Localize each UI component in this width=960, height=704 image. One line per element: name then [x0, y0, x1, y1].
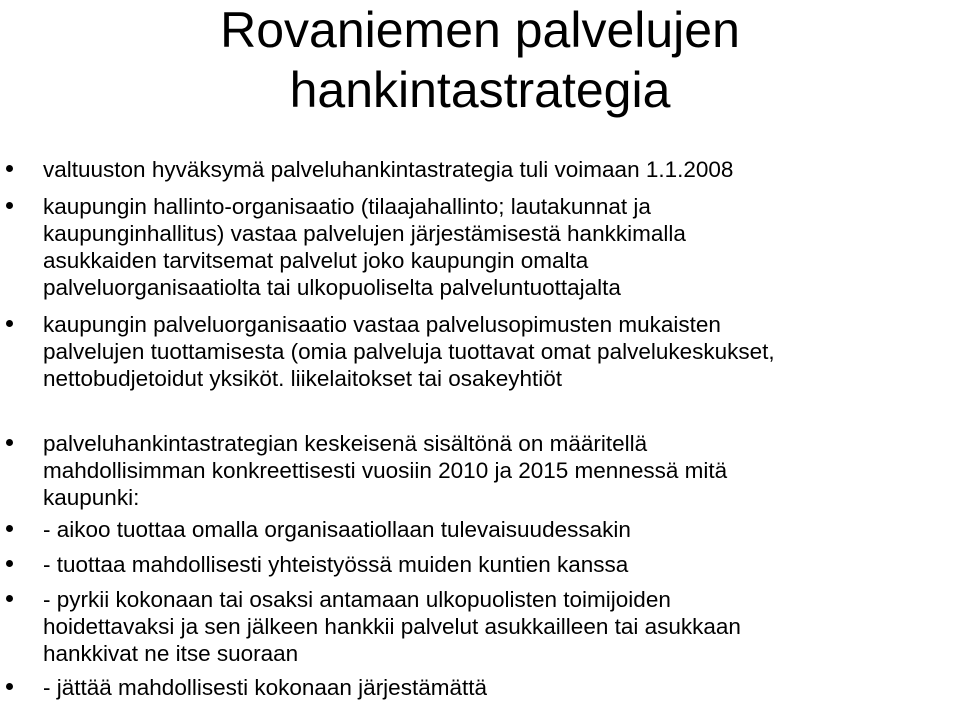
bullet-line: nettobudjetoidut yksiköt. liikelaitokset tai osakeyhtiöt: [43, 366, 563, 391]
bullet-line: hoidettavaksi ja sen jälkeen hankkii palvelut asukkailleen tai asukkaan: [43, 614, 741, 639]
bullet-line: mahdollisimman konkreettisesti vuosiin 2010 ja 2015 mennessä mitä: [43, 458, 728, 483]
bullet-text: [43, 586, 960, 667]
bullet-line: kaupungin hallinto-organisaatio (tilaajahallinto; lautakunnat ja: [43, 194, 651, 219]
bullet-text: [43, 156, 960, 183]
bullet-icon: [6, 165, 13, 172]
bullet-line: asukkaiden tarvitsemat palvelut joko kaupungin omalta: [43, 248, 589, 273]
bullet-icon: [6, 595, 13, 602]
title-line: hankintastrategia: [289, 62, 671, 118]
bullet-icon: [6, 320, 13, 327]
bullet-icon: [6, 202, 13, 209]
title-line: Rovaniemen palvelujen: [220, 2, 740, 58]
bullet-text: [43, 193, 960, 301]
bullet-icon: [6, 560, 13, 567]
bullet-line: kaupungin palveluorganisaatio vastaa palvelusopimusten mukaisten: [43, 312, 721, 337]
bullet-line: - jättää mahdollisesti kokonaan järjestämättä: [43, 675, 487, 700]
bullet-line: - pyrkii kokonaan tai osaksi antamaan ulkopuolisten toimijoiden: [43, 587, 671, 612]
bullet-text: [43, 551, 960, 578]
bullet-icon: [6, 439, 13, 446]
bullet-line: palveluhankintastrategian keskeisenä sisältönä on määritellä: [43, 431, 648, 456]
bullet-icon: [6, 683, 13, 690]
bullet-text: [43, 516, 960, 543]
bullet-line: - tuottaa mahdollisesti yhteistyössä muiden kuntien kanssa: [43, 552, 629, 577]
bullet-line: hankkivat ne itse suoraan: [43, 641, 299, 666]
bullet-line: - aikoo tuottaa omalla organisaatiollaan tulevaisuudessakin: [43, 517, 631, 542]
bullet-text: [43, 311, 960, 392]
bullet-line: kaupunginhallitus) vastaa palvelujen järjestämisestä hankkimalla: [43, 221, 686, 246]
bullet-line: palvelujen tuottamisesta (omia palveluja tuottavat omat palvelukeskukset,: [43, 339, 775, 364]
bullet-line: palveluorganisaatiolta tai ulkopuoliselta palveluntuottajalta: [43, 275, 621, 300]
bullet-line: kaupunki:: [43, 485, 140, 510]
bullet-line: valtuuston hyväksymä palveluhankintastrategia tuli voimaan 1.1.2008: [43, 157, 734, 182]
bullet-icon: [6, 525, 13, 532]
bullet-text: [43, 674, 960, 701]
bullet-text: [43, 430, 960, 511]
